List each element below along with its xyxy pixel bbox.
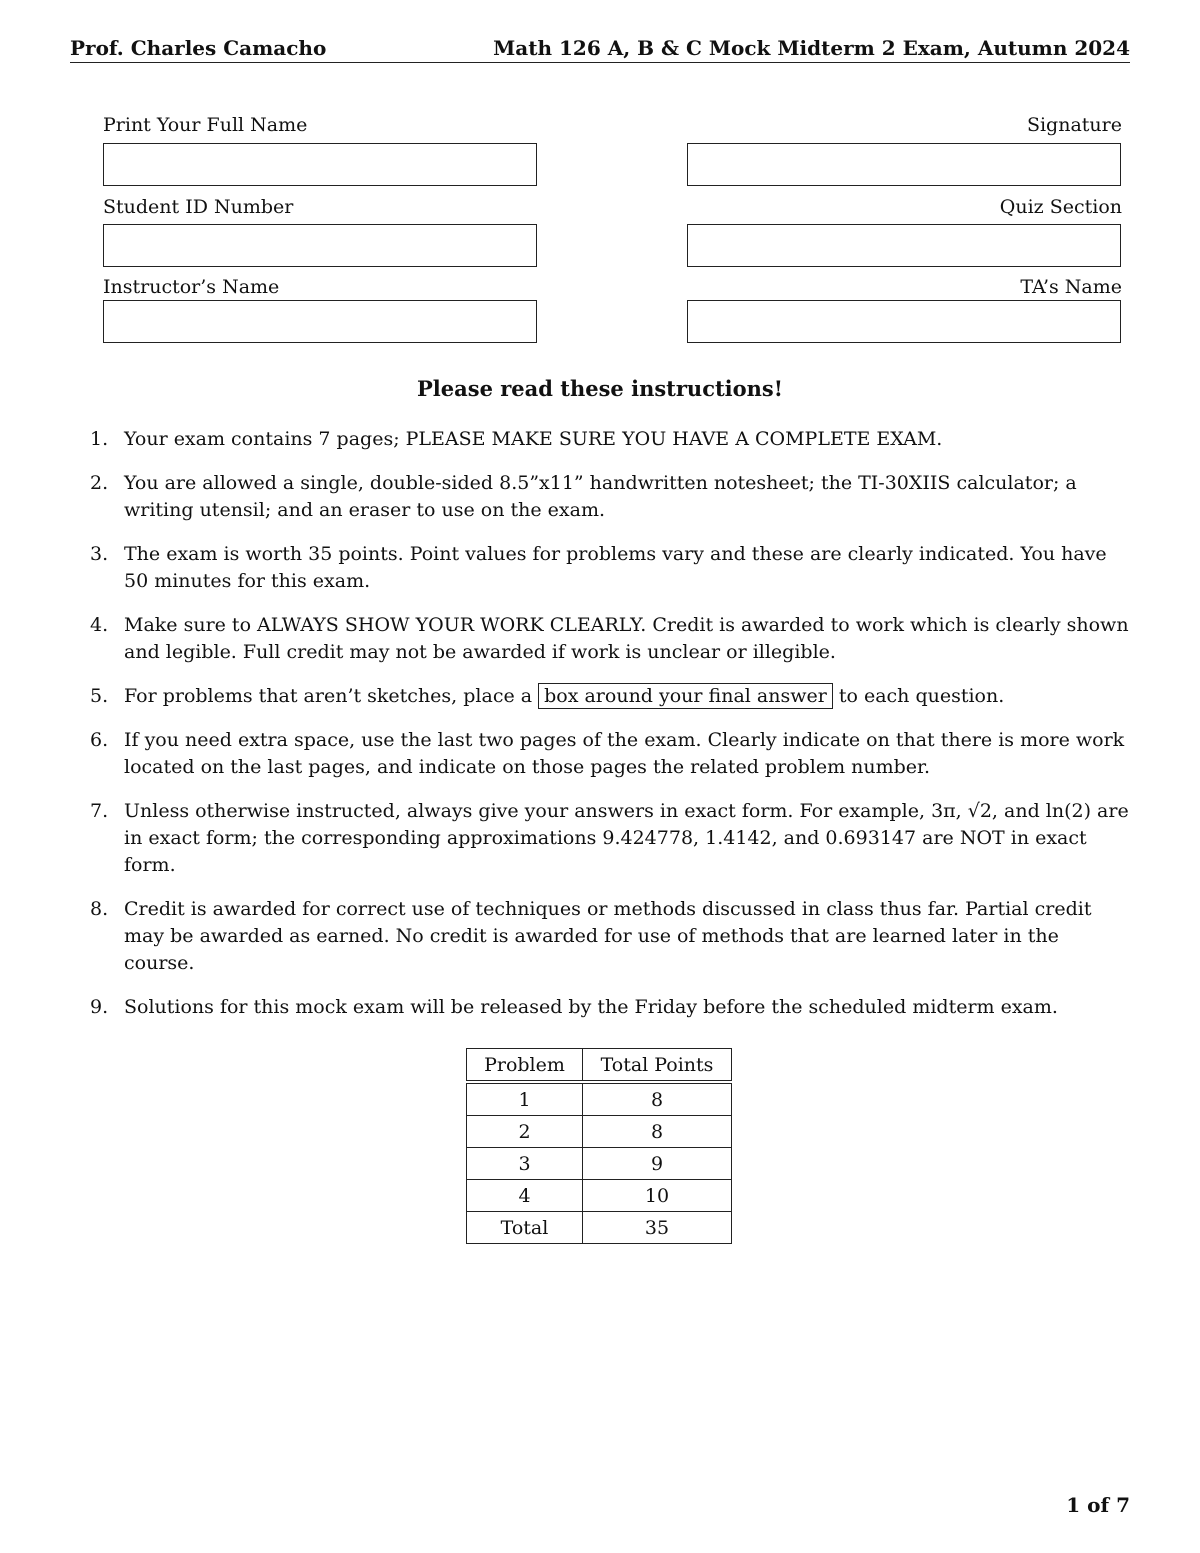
instruction-number: 5. bbox=[90, 685, 109, 707]
instruction-number: 1. bbox=[90, 428, 109, 450]
instruction-number: 4. bbox=[90, 614, 109, 636]
problem-cell: 4 bbox=[467, 1180, 583, 1212]
table-row bbox=[467, 1148, 732, 1180]
student-id-label: Student ID Number bbox=[103, 196, 294, 218]
instruction-number: 8. bbox=[90, 898, 109, 920]
instruction-item bbox=[70, 896, 1130, 977]
column-header-problem: Problem bbox=[467, 1049, 583, 1083]
column-header-total-points: Total Points bbox=[583, 1049, 732, 1083]
instruction-text: You are allowed a single, double-sided 8.5”x11” handwritten notesheet; the TI-30XIIS calculator; a writing utensil; and an eraser to use on the exam. bbox=[124, 472, 1077, 521]
instructions-title: Please read these instructions! bbox=[417, 376, 783, 401]
instruction-text: If you need extra space, use the last two pages of the exam. Clearly indicate on that there is more work located on the last pages, and indicate on those pages the related problem number. bbox=[124, 729, 1125, 778]
table-header-row bbox=[467, 1049, 732, 1083]
page-number: 1 of 7 bbox=[1066, 1493, 1130, 1517]
instruction-text-after: to each question. bbox=[838, 685, 1005, 707]
full-name-label: Print Your Full Name bbox=[103, 114, 308, 136]
instruction-text: Solutions for this mock exam will be released by the Friday before the scheduled midterm exam. bbox=[124, 996, 1058, 1018]
instruction-number: 7. bbox=[90, 800, 109, 822]
instruction-item bbox=[70, 426, 1130, 453]
instruction-text: Make sure to ALWAYS SHOW YOUR WORK CLEARLY. Credit is awarded to work which is clearly shown and legible. Full credit may not be awarded if work is unclear or illegible. bbox=[124, 614, 1129, 663]
points-cell: 8 bbox=[583, 1116, 732, 1148]
instructor-name-label: Instructor’s Name bbox=[103, 276, 280, 298]
exam-title: Math 126 A, B & C Mock Midterm 2 Exam, Autumn 2024 bbox=[493, 36, 1130, 60]
problem-cell: 3 bbox=[467, 1148, 583, 1180]
problem-cell: Total bbox=[467, 1212, 583, 1244]
instruction-item bbox=[70, 470, 1130, 524]
problem-cell: 1 bbox=[467, 1082, 583, 1116]
professor-name: Prof. Charles Camacho bbox=[70, 36, 327, 60]
instructor-name-box[interactable] bbox=[103, 300, 537, 343]
instruction-item bbox=[70, 727, 1130, 781]
instruction-text: Unless otherwise instructed, always give your answers in exact form. For example, 3π, √2, and ln(2) are in exact form; the corresponding approximations 9.424778, 1.4142, and 0.693147 are NOT in exact form. bbox=[124, 800, 1129, 876]
instructions-list bbox=[70, 426, 1130, 1038]
ta-name-label: TA’s Name bbox=[1020, 276, 1122, 298]
instruction-number: 3. bbox=[90, 543, 109, 565]
instruction-text: The exam is worth 35 points. Point values for problems vary and these are clearly indicated. You have 50 minutes for this exam. bbox=[124, 543, 1107, 592]
quiz-section-box[interactable] bbox=[687, 224, 1121, 267]
instruction-text: Credit is awarded for correct use of techniques or methods discussed in class thus far. Partial credit may be awarded as earned. No credit is awarded for use of methods that are learned later in the course. bbox=[124, 898, 1092, 974]
points-cell: 9 bbox=[583, 1148, 732, 1180]
boxed-answer-example: box around your final answer bbox=[538, 683, 833, 709]
ta-name-box[interactable] bbox=[687, 300, 1121, 343]
page-header bbox=[70, 32, 1130, 63]
table-row bbox=[467, 1082, 732, 1116]
quiz-section-label: Quiz Section bbox=[999, 196, 1122, 218]
points-cell: 10 bbox=[583, 1180, 732, 1212]
instruction-text: Your exam contains 7 pages; PLEASE MAKE SURE YOU HAVE A COMPLETE EXAM. bbox=[124, 428, 943, 450]
instruction-text-before: For problems that aren’t sketches, place a bbox=[124, 685, 533, 707]
table-row bbox=[467, 1180, 732, 1212]
full-name-box[interactable] bbox=[103, 143, 537, 186]
instruction-item bbox=[70, 683, 1130, 710]
points-table bbox=[466, 1048, 732, 1244]
signature-box[interactable] bbox=[687, 143, 1121, 186]
instruction-item bbox=[70, 994, 1130, 1021]
instruction-item bbox=[70, 798, 1130, 879]
instruction-number: 6. bbox=[90, 729, 109, 751]
student-id-box[interactable] bbox=[103, 224, 537, 267]
instruction-number: 2. bbox=[90, 472, 109, 494]
instruction-item bbox=[70, 612, 1130, 666]
table-row bbox=[467, 1116, 732, 1148]
points-cell: 8 bbox=[583, 1082, 732, 1116]
instruction-number: 9. bbox=[90, 996, 109, 1018]
problem-cell: 2 bbox=[467, 1116, 583, 1148]
table-row bbox=[467, 1212, 732, 1244]
points-cell: 35 bbox=[583, 1212, 732, 1244]
instruction-item bbox=[70, 541, 1130, 595]
signature-label: Signature bbox=[1026, 114, 1122, 136]
